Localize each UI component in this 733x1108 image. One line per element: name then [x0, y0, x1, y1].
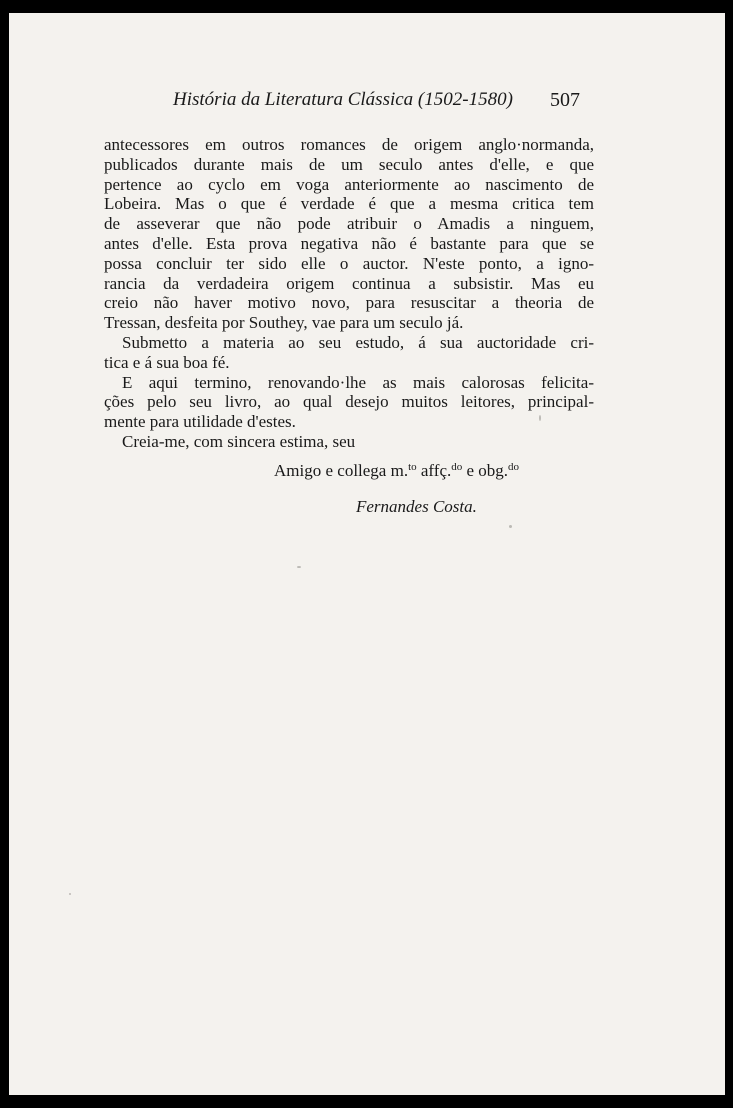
- closing-salutation: [274, 461, 519, 481]
- body-line: Creia-me, com sincera estima, seu: [122, 431, 356, 451]
- closing-text: affç.: [416, 461, 452, 480]
- signature: Fernandes Costa.: [356, 497, 477, 516]
- closing-superscript: to: [408, 461, 417, 473]
- closing-text: e obg.: [462, 461, 509, 480]
- body-line: creio não haver motivo novo, para resuscitar a theoria de: [104, 293, 594, 313]
- body-line: antes d'elle. Esta prova negativa não é bastante para que se: [104, 233, 594, 253]
- body-line: Submetto a materia ao seu estudo, á sua auctoridade cri-: [122, 332, 594, 352]
- body-line: tica e á sua boa fé.: [104, 352, 230, 372]
- body-line: ções pelo seu livro, ao qual desejo muitos leitores, principal-: [104, 392, 594, 412]
- closing-text: Amigo e collega m.: [274, 461, 409, 480]
- closing-superscript: do: [508, 461, 520, 473]
- body-line: antecessores em outros romances de origem anglo·normanda,: [104, 135, 594, 154]
- body-line: de asseverar que não pode atribuir o Amadis a ninguem,: [104, 214, 594, 234]
- body-line: Tressan, desfeita por Southey, vae para um seculo já.: [104, 313, 464, 333]
- page-number: 507: [550, 89, 580, 111]
- paper-speck: [509, 525, 512, 528]
- paper-speck: [69, 893, 71, 895]
- body-line: mente para utilidade d'estes.: [104, 412, 296, 432]
- body-line: Lobeira. Mas o que é verdade é que a mesma critica tem: [104, 194, 594, 214]
- body-line: publicados durante mais de um seculo antes d'elle, e que: [104, 154, 594, 174]
- body-line: rancia da verdadeira origem continua a subsistir. Mas eu: [104, 273, 594, 293]
- book-page: [9, 13, 725, 1095]
- body-line: possa concluir ter sido elle o auctor. N'este ponto, a igno-: [104, 253, 594, 273]
- body-line: E aqui termino, renovando·lhe as mais calorosas felicita-: [122, 372, 594, 392]
- body-line: pertence ao cyclo em voga anteriormente ao nascimento de: [104, 174, 594, 194]
- letter-body: [104, 135, 594, 452]
- closing-superscript: do: [451, 461, 463, 473]
- paper-speck: [539, 415, 541, 421]
- running-title: História da Literatura Clássica (1502-1580): [173, 89, 513, 110]
- paper-speck: [297, 566, 301, 568]
